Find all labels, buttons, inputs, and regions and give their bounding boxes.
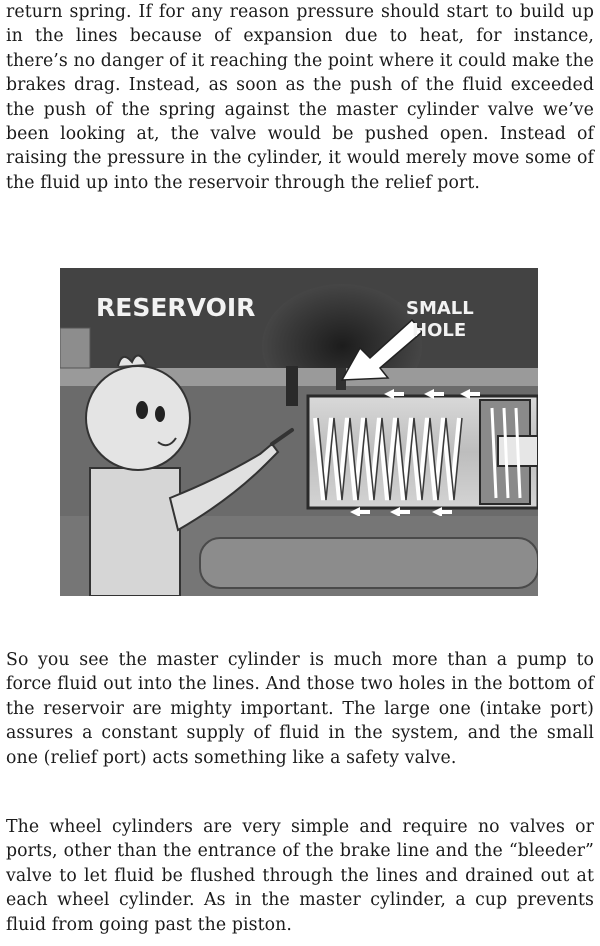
illustration-svg [60, 268, 538, 596]
paragraph-relief-port: return spring. If for any reason pressure should start to build up in the lines because of expansion due to heat, for instance, there’s no danger of it reaching the point where it could make the brakes drag. Instead, as soon as the push of the fluid exceeded the push of the spring against the master cylinder valve we’ve been looking at, the valve would be pushed open. Instead of raising the pressure in the cylinder, it would merely move some of the fluid up into the reservoir through the relief port. [6, 2, 594, 193]
label-small: SMALL [406, 298, 474, 319]
master-cylinder-illustration [60, 268, 538, 596]
paragraph-master-cylinder: So you see the master cylinder is much more than a pump to force fluid out into the lines. And those two holes in the bottom of the reservoir are mighty important. The large one (intake port) assures a constant supply of fluid in the system, and the small one (relief port) acts something like a safety valve. [6, 650, 594, 768]
paragraph-wheel-cylinders: The wheel cylinders are very simple and require no valves or ports, other than the entrance of the brake line and the “bleeder” valve to let fluid be flushed through the lines and drained out at each wheel cylinder. As in the master cylinder, a cup prevents fluid from going past the piston. [6, 817, 594, 935]
left-fitting [60, 328, 90, 368]
label-reservoir: RESERVOIR [96, 293, 256, 322]
label-hole: HOLE [412, 320, 467, 341]
lower-channel [200, 538, 538, 588]
small-hole-passage [286, 366, 298, 406]
